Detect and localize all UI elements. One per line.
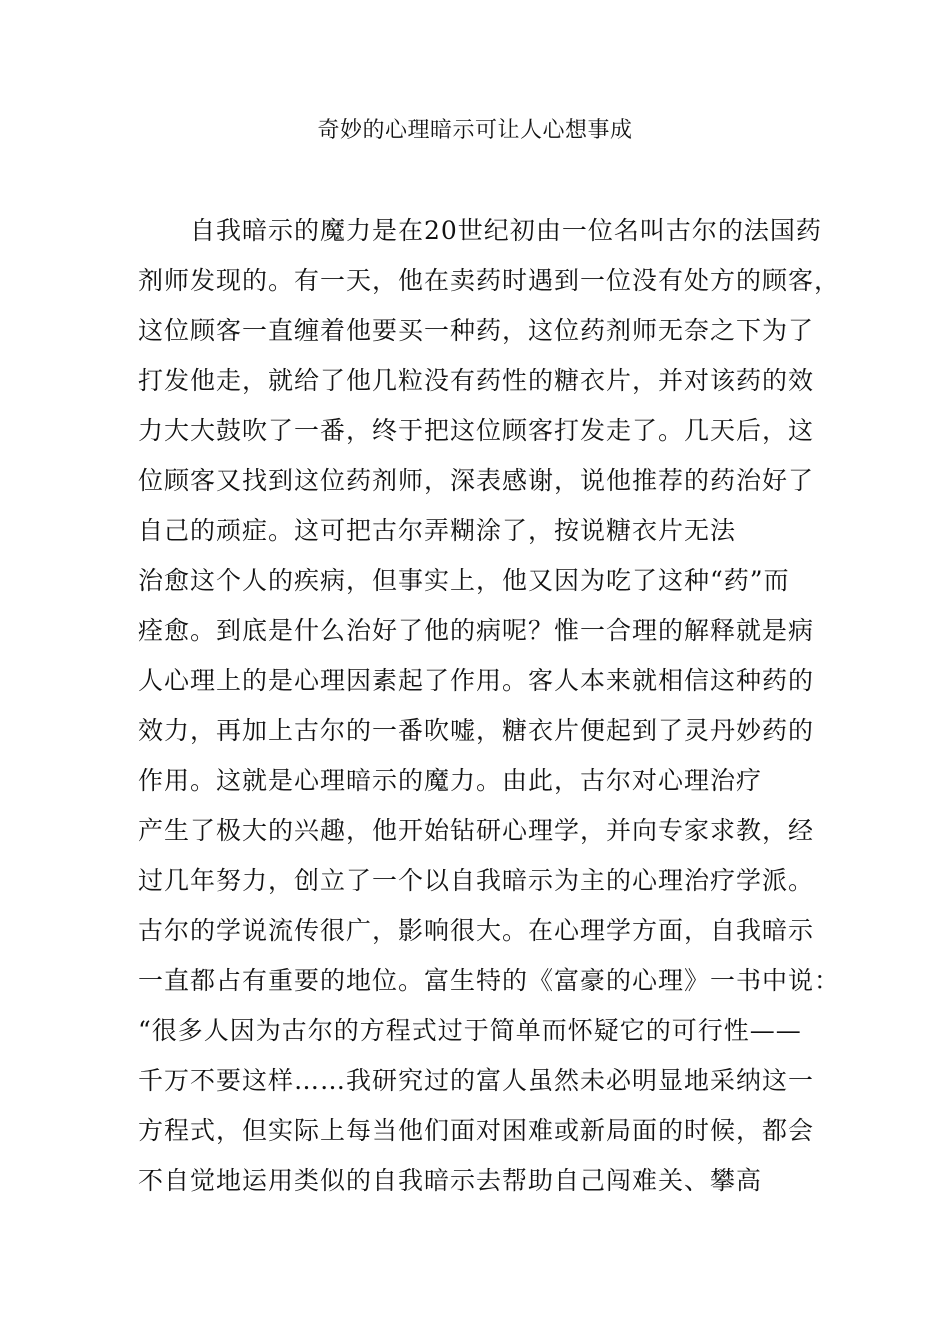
- body-line: 治愈这个人的疾病，但事实上，他又因为吃了这种“药”而: [138, 566, 790, 595]
- body-line: 产生了极大的兴趣，他开始钻研心理学，并向专家求教，经: [138, 816, 815, 845]
- body-line: 千万不要这样……我研究过的富人虽然未必明显地采纳这一: [138, 1066, 815, 1095]
- body-line: 一直都占有重要的地位。富生特的《富豪的心理》一书中说：: [138, 966, 841, 995]
- body-line: 自我暗示的魔力是在20世纪初由一位名叫古尔的法国药: [190, 216, 822, 245]
- body-line: 痊愈。到底是什么治好了他的病呢？惟一合理的解释就是病: [138, 616, 815, 645]
- document-title: 奇妙的心理暗示可让人心想事成: [317, 118, 633, 143]
- body-line: 剂师发现的。有一天，他在卖药时遇到一位没有处方的顾客，: [138, 266, 841, 295]
- body-line: 力大大鼓吹了一番，终于把这位顾客打发走了。几天后，这: [138, 416, 815, 445]
- body-line: 效力，再加上古尔的一番吹嘘，糖衣片便起到了灵丹妙药的: [138, 716, 815, 745]
- body-line: 人心理上的是心理因素起了作用。客人本来就相信这种药的: [138, 666, 815, 695]
- body-line: 方程式，但实际上每当他们面对困难或新局面的时候，都会: [138, 1116, 815, 1145]
- document-body: [138, 206, 841, 1206]
- body-line: 作用。这就是心理暗示的魔力。由此，古尔对心理治疗: [138, 766, 763, 795]
- body-line: 打发他走，就给了他几粒没有药性的糖衣片，并对该药的效: [138, 366, 815, 395]
- body-line: 过几年努力，创立了一个以自我暗示为主的心理治疗学派。: [138, 866, 815, 895]
- body-line: 这位顾客一直缠着他要买一种药，这位药剂师无奈之下为了: [138, 316, 815, 345]
- body-line: 自己的顽症。这可把古尔弄糊涂了，按说糖衣片无法: [138, 516, 737, 545]
- body-line: 不自觉地运用类似的自我暗示去帮助自己闯难关、攀高: [138, 1166, 763, 1195]
- body-line: “很多人因为古尔的方程式过于简单而怀疑它的可行性——: [138, 1016, 802, 1045]
- body-line: 位顾客又找到这位药剂师，深表感谢，说他推荐的药治好了: [138, 466, 815, 495]
- body-line: 古尔的学说流传很广，影响很大。在心理学方面，自我暗示: [138, 916, 815, 945]
